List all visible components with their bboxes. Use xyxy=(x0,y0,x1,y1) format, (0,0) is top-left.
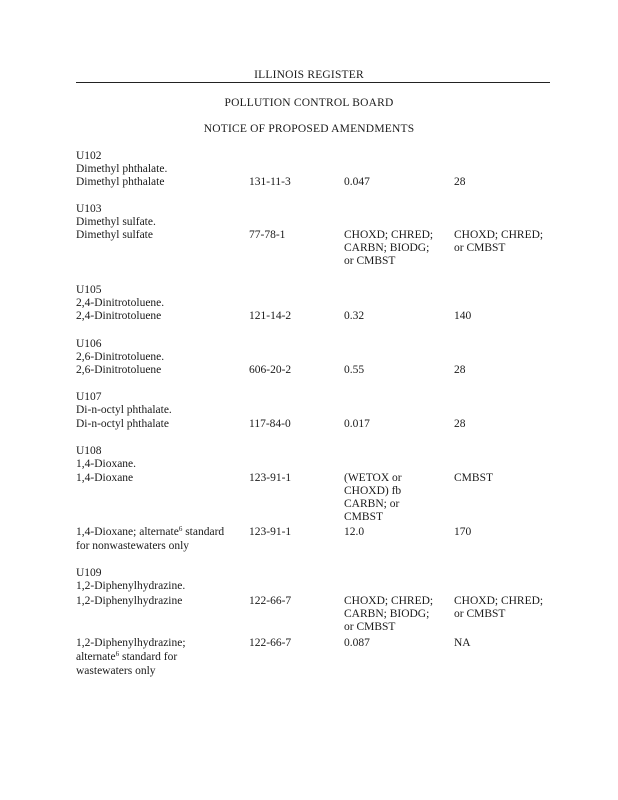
wastewater-u106: 0.55 xyxy=(344,364,365,376)
wastewater-u107: 0.017 xyxy=(344,418,370,430)
nonwastewater-u103-line1: CHOXD; CHRED; xyxy=(454,229,544,241)
constituent-u109-alt-line1: 1,2-Diphenylhydrazine; xyxy=(76,637,186,649)
board-name: POLLUTION CONTROL BOARD xyxy=(224,97,394,109)
nonwastewater-u106: 28 xyxy=(454,364,466,376)
waste-code-u106: U106 xyxy=(76,338,102,350)
waste-name-u105: 2,4-Dinitrotoluene. xyxy=(76,297,165,309)
constituent-u109-alt-text: alternate xyxy=(76,651,116,663)
constituent-u102: Dimethyl phthalate xyxy=(76,176,165,188)
nonwastewater-u108: CMBST xyxy=(454,472,493,484)
constituent-u108-alt xyxy=(76,526,224,539)
wastewater-u108-line4: CMBST xyxy=(344,511,383,523)
constituent-u109: 1,2-Diphenylhydrazine xyxy=(76,595,183,607)
cas-u109: 122-66-7 xyxy=(249,595,292,607)
waste-name-u107: Di-n-octyl phthalate. xyxy=(76,404,172,416)
nonwastewater-u107: 28 xyxy=(454,418,466,430)
wastewater-u108-line1: (WETOX or xyxy=(344,472,402,484)
waste-code-u107: U107 xyxy=(76,391,102,403)
wastewater-u108-line3: CARBN; or xyxy=(344,498,400,510)
waste-name-u102: Dimethyl phthalate. xyxy=(76,163,168,175)
constituent-u108-alt-text: 1,4-Dioxane; alternate xyxy=(76,526,179,538)
waste-name-u108: 1,4-Dioxane. xyxy=(76,458,137,470)
wastewater-u109-alt: 0.087 xyxy=(344,637,370,649)
wastewater-u108-alt: 12.0 xyxy=(344,526,365,538)
constituent-u108-alt-line2: for nonwastewaters only xyxy=(76,540,190,552)
waste-code-u102: U102 xyxy=(76,150,102,162)
wastewater-u103-line3: or CMBST xyxy=(344,255,396,267)
cas-u106: 606-20-2 xyxy=(249,364,292,376)
wastewater-u103-line2: CARBN; BIODG; xyxy=(344,242,430,254)
constituent-u108: 1,4-Dioxane xyxy=(76,472,134,484)
footnote-marker: 6 xyxy=(115,650,120,658)
wastewater-u109-line3: or CMBST xyxy=(344,621,396,633)
nonwastewater-u105: 140 xyxy=(454,310,472,322)
header-rule xyxy=(76,82,550,83)
cas-u107: 117-84-0 xyxy=(249,418,291,430)
waste-name-u106: 2,6-Dinitrotoluene. xyxy=(76,351,165,363)
wastewater-u103-line1: CHOXD; CHRED; xyxy=(344,229,434,241)
constituent-u109-alt-text-end: standard for xyxy=(119,651,178,663)
waste-code-u108: U108 xyxy=(76,445,102,457)
nonwastewater-u109-line1: CHOXD; CHRED; xyxy=(454,595,544,607)
nonwastewater-u102: 28 xyxy=(454,176,466,188)
footnote-marker: 6 xyxy=(178,525,183,533)
nonwastewater-u103-line2: or CMBST xyxy=(454,242,506,254)
wastewater-u109-line1: CHOXD; CHRED; xyxy=(344,595,434,607)
waste-code-u105: U105 xyxy=(76,284,102,296)
constituent-u108-alt-text-end: standard xyxy=(182,526,225,538)
cas-u103: 77-78-1 xyxy=(249,229,286,241)
constituent-u109-alt-line2 xyxy=(76,651,177,664)
nonwastewater-u108-alt: 170 xyxy=(454,526,472,538)
register-title: ILLINOIS REGISTER xyxy=(254,69,364,81)
constituent-u107: Di-n-octyl phthalate xyxy=(76,418,169,430)
waste-code-u103: U103 xyxy=(76,203,102,215)
waste-code-u109: U109 xyxy=(76,567,102,579)
constituent-u106: 2,6-Dinitrotoluene xyxy=(76,364,162,376)
cas-u108: 123-91-1 xyxy=(249,472,292,484)
cas-u102: 131-11-3 xyxy=(249,176,291,188)
waste-name-u103: Dimethyl sulfate. xyxy=(76,216,156,228)
constituent-u105: 2,4-Dinitrotoluene xyxy=(76,310,162,322)
notice-title: NOTICE OF PROPOSED AMENDMENTS xyxy=(203,123,415,135)
constituent-u109-alt-line3: wastewaters only xyxy=(76,665,156,677)
constituent-u103: Dimethyl sulfate xyxy=(76,229,153,241)
wastewater-u105: 0.32 xyxy=(344,310,365,322)
cas-u108-alt: 123-91-1 xyxy=(249,526,292,538)
wastewater-u109-line2: CARBN; BIODG; xyxy=(344,608,430,620)
waste-name-u109: 1,2-Diphenylhydrazine. xyxy=(76,580,186,592)
cas-u105: 121-14-2 xyxy=(249,310,292,322)
nonwastewater-u109-line2: or CMBST xyxy=(454,608,506,620)
nonwastewater-u109-alt: NA xyxy=(454,637,471,649)
wastewater-u108-line2: CHOXD) fb xyxy=(344,485,402,497)
cas-u109-alt: 122-66-7 xyxy=(249,637,292,649)
wastewater-u102: 0.047 xyxy=(344,176,370,188)
